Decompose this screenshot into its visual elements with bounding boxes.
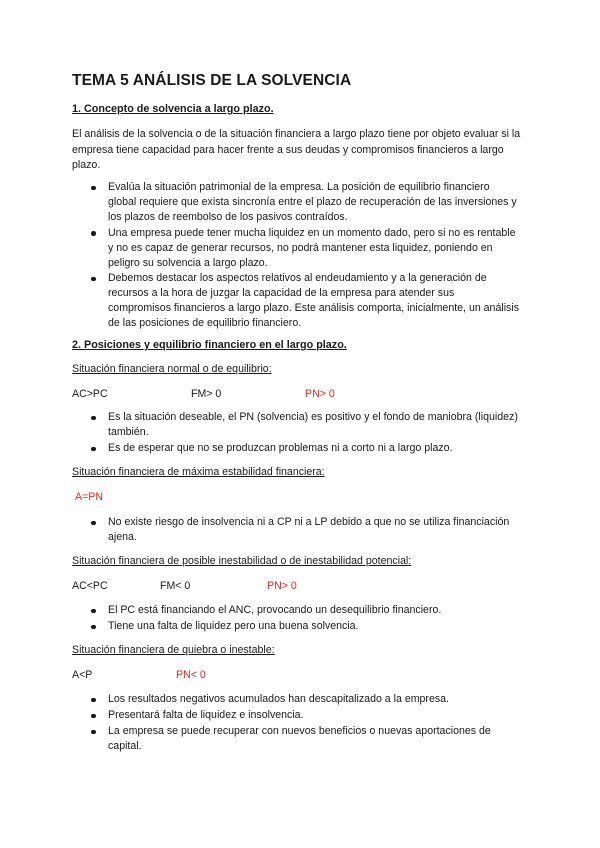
list-item: La empresa se puede recuperar con nuevos beneficios o nuevas aportaciones de capital. [90,724,520,754]
section-1-heading: 1. Concepto de solvencia a largo plazo. [72,103,274,115]
list-item: El PC está financiando el ANC, provocando un desequilibrio financiero. [90,603,520,618]
condition-pn: PN< 0 [176,669,206,681]
bankruptcy-title: Situación financiera de quiebra o inestable: [72,644,275,656]
list-item: Evalúa la situación patrimonial de la empresa. La posición de equilibrio financiero global requiere que exista sincronía entre el plazo de recuperación de las inversiones y los plazos de reembolso de los pasivos contraídos. [90,180,520,225]
list-item: Debemos destacar los aspectos relativos al endeudamiento y a la generación de recursos a la hora de juzgar la capacidad de la empresa para atender sus compromisos financieros a largo plazo. Este análisis comporta, inicialmente, un análisis de las posiciones de equilibrio financiero. [90,271,520,331]
condition-pn: PN> 0 [267,580,297,592]
condition-ac-pc: AC<PC [72,580,108,592]
list-item: Es la situación deseable, el PN (solvencia) es positivo y el fondo de maniobra (liquidez) también. [90,410,520,440]
bankruptcy-bullet-list [90,692,520,754]
condition-pn: PN> 0 [305,388,335,400]
list-item: No existe riesgo de insolvencia ni a CP ni a LP debido a que no se utiliza financiación ajena. [90,515,520,545]
list-item: Los resultados negativos acumulados han descapitalizado a la empresa. [90,692,520,707]
section-1-bullet-list [90,180,520,331]
potential-instability-bullet-list [90,603,520,634]
list-item: Es de esperar que no se produzcan problemas ni a corto ni a largo plazo. [90,441,520,456]
list-item: Tiene una falta de liquidez pero una buena solvencia. [90,619,520,634]
list-item: Una empresa puede tener mucha liquidez en un momento dado, pero si no es rentable y no es capaz de generar recursos, no podrá mantener esta liquidez, poniendo en peligro su solvencia a largo plazo. [90,226,520,271]
page-title: TEMA 5 ANÁLISIS DE LA SOLVENCIA [72,72,352,89]
normal-situation-title: Situación financiera normal o de equilibrio: [72,363,272,375]
list-item: Presentará falta de liquidez e insolvencia. [90,708,520,723]
max-stability-title: Situación financiera de máxima estabilidad financiera: [72,466,325,478]
max-stability-bullet-list [90,515,520,545]
condition-a-p: A<P [72,669,93,681]
condition-fm: FM> 0 [191,388,222,400]
section-2-heading: 2. Posiciones y equilibrio financiero en el largo plazo. [72,339,347,351]
condition-a-pn: A=PN [75,491,103,503]
condition-ac-pc: AC>PC [72,388,108,400]
section-1-intro: El análisis de la solvencia o de la situación financiera a largo plazo tiene por objeto evaluar si la empresa tiene capacidad para hacer frente a sus deudas y compromisos financieros a largo plazo. [72,128,521,171]
condition-fm: FM< 0 [160,580,191,592]
normal-bullet-list [90,410,520,456]
potential-instability-title: Situación financiera de posible inestabilidad o de inestabilidad potencial: [72,555,412,567]
